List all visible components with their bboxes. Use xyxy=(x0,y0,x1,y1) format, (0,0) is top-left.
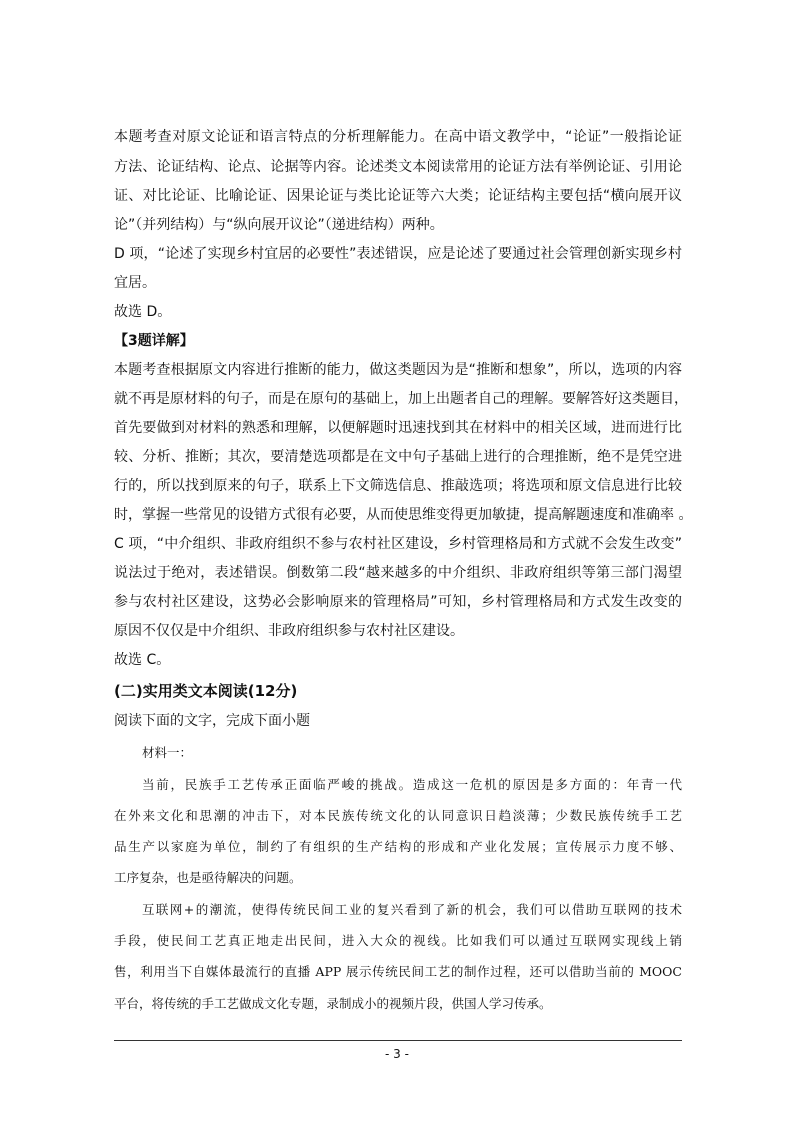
analysis-3-line-9: 参与农村社区建设，这势必会影响原来的管理格局”可知，乡村管理格局和方式发生改变的 xyxy=(114,594,682,610)
analysis-3-line-6: 时，掌握一些常见的设错方式很有必要，从而使思维变得更加敏捷，提高解题速度和准确率 。 xyxy=(114,507,693,523)
analysis-2-line-4: 论”（并列结构）与“纵向展开议论”（递进结构）两种。 xyxy=(114,217,444,233)
material-line-6: 手段，使民间工艺真正地走出民间，进入大众的视线。比如我们可以通过互联网实现线上销 xyxy=(114,933,682,948)
reading-instruction: 阅读下面的文字，完成下面小题 xyxy=(114,713,310,729)
analysis-2-line-3: 证、对比论证、比喻论证、因果论证与类比论证等六大类；论证结构主要包括“横向展开议 xyxy=(114,188,682,204)
analysis-2-line-1: 本题考查对原文论证和语言特点的分析理解能力。在高中语文教学中，“论证”一般指论证 xyxy=(114,129,682,145)
analysis-2-answer: 故选 D。 xyxy=(114,304,172,320)
footer-rule xyxy=(114,1040,682,1041)
material-line-2: 在外来文化和思潮的冲击下，对本民族传统文化的认同意识日趋淡薄；少数民族传统手工艺 xyxy=(114,808,682,823)
analysis-3-answer: 故选 C。 xyxy=(114,652,171,668)
material-label: 材料一： xyxy=(142,745,193,760)
analysis-2-line-5: D 项，“论述了实现乡村宜居的必要性”表述错误，应是论述了要通过社会管理创新实现乡村 xyxy=(114,246,682,262)
analysis-3-line-8: 说法过于绝对，表述错误。倒数第二段“越来越多的中介组织、非政府组织等第三部门渴望 xyxy=(114,565,682,581)
analysis-3-line-5: 行的，所以找到原来的句子，联系上下文筛选信息、推敲选项；将选项和原文信息进行比较 xyxy=(114,478,682,494)
analysis-2-line-2: 方法、论证结构、论点、论据等内容。论述类文本阅读常用的论证方法有举例论证、引用论 xyxy=(114,159,682,175)
analysis-3-line-7: C 项，“中介组织、非政府组织不参与农村社区建设，乡村管理格局和方式就不会发生改变” xyxy=(114,536,682,552)
material-line-4: 工序复杂，也是亟待解决的问题。 xyxy=(114,870,302,885)
material-line-1: 当前，民族手工艺传承正面临严峻的挑战。造成这一危机的原因是多方面的：年青一代 xyxy=(142,777,682,792)
analysis-3-line-10: 原因不仅仅是中介组织、非政府组织参与农村社区建设。 xyxy=(114,623,464,639)
analysis-3-line-2: 就不再是原材料的句子，而是在原句的基础上，加上出题者自己的理解。要解答好这类题目， xyxy=(114,391,688,407)
q3-heading: 【3题详解】 xyxy=(114,333,194,349)
analysis-3-line-1: 本题考查根据原文内容进行推断的能力，做这类题因为是“推断和想象”，所以，选项的内容 xyxy=(114,362,682,378)
section-heading: (二)实用类文本阅读(12分) xyxy=(114,682,298,700)
analysis-3-line-4: 较、分析、推断；其次，要清楚选项都是在文中句子基础上进行的合理推断，绝不是凭空进 xyxy=(114,449,682,465)
material-line-7: 售，利用当下自媒体最流行的直播 APP 展示传统民间工艺的制作过程，还可以借助当前的 MOOC xyxy=(114,964,682,979)
material-line-5: 互联网+的潮流，使得传统民间工业的复兴看到了新的机会，我们可以借助互联网的技术 xyxy=(142,902,682,917)
material-line-3: 品生产以家庭为单位，制约了有组织的生产结构的形成和产业化发展；宣传展示力度不够、 xyxy=(114,839,682,854)
analysis-3-line-3: 首先要做到对材料的熟悉和理解，以便解题时迅速找到其在材料中的相关区域，进而进行比 xyxy=(114,420,682,436)
analysis-2-line-6: 宜居。 xyxy=(114,275,156,291)
page-number: - 3 - xyxy=(385,1047,409,1061)
material-line-8: 平台，将传统的手工艺做成文化专题，录制成小的视频片段，供国人学习传承。 xyxy=(114,996,552,1011)
